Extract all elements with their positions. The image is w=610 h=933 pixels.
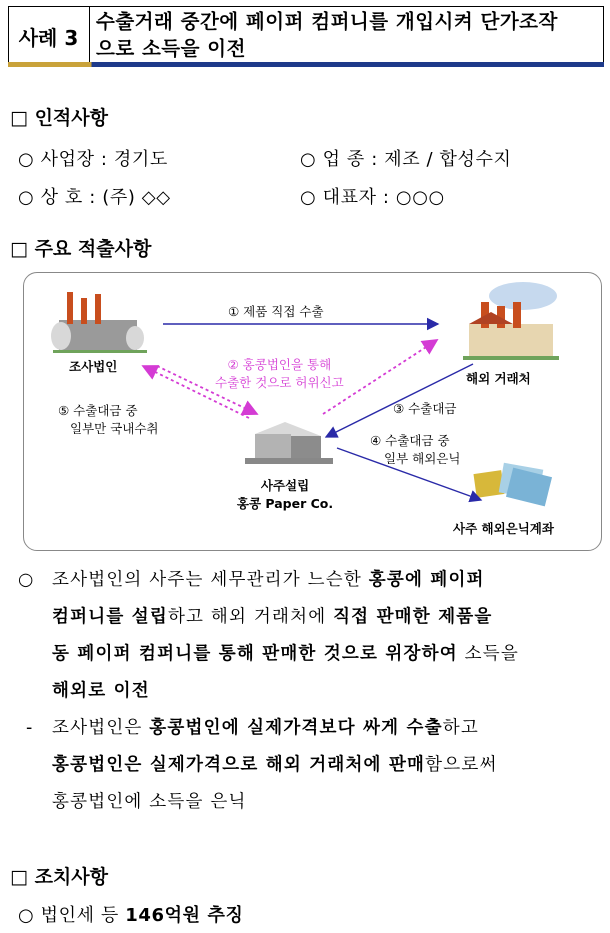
p1-line2	[52, 599, 604, 636]
node-client: 해외 거래처	[466, 371, 531, 386]
p1-line4	[52, 673, 604, 710]
paragraph-2	[52, 710, 604, 821]
p1-l2-bold2: 직접 판매한 제품을	[333, 607, 493, 627]
p1-l2-bold: 컴퍼니를 설립	[52, 607, 168, 627]
client-factory-icon	[463, 282, 559, 360]
p2-l2-bold: 홍콩법인은 실제가격으로 해외 거래처에 판매	[52, 755, 426, 775]
findings-heading: □ 주요 적출사항	[10, 238, 152, 260]
bank-account-icon	[473, 463, 552, 507]
action-heading: □ 조치사항	[10, 866, 108, 888]
case-tag: 사례 3	[8, 6, 90, 66]
case-title	[96, 8, 600, 62]
profile-heading: □ 인적사항	[10, 107, 108, 129]
company-name-label: ○ 상 호 : (주) ◇◇	[18, 187, 171, 208]
flow5-label	[58, 402, 159, 438]
node-company: 조사법인	[69, 359, 118, 374]
p2-l3-text: 홍콩법인에 소득을 은닉	[52, 792, 247, 812]
p2-l1-text2: 하고	[442, 718, 479, 738]
action-item-bold: 146억원 추징	[125, 905, 244, 926]
flow4-label-line1: ④ 수출대금 중	[370, 433, 450, 448]
node-account: 사주 해외은닉계좌	[453, 521, 554, 536]
flow2-label-line2: 수출한 것으로 허위신고	[215, 375, 344, 390]
p1-l2-text: 하고 해외 거래처에	[167, 607, 334, 627]
industry-label: ○ 업 종 : 제조 / 합성수지	[300, 149, 512, 170]
p1-line1	[52, 562, 604, 599]
p2-line1	[52, 710, 604, 747]
case-title-line2: 으로 소득을 이전	[96, 37, 246, 60]
ceo-label: ○ 대표자 : ○○○	[300, 187, 445, 208]
p1-l3-text: 소득을	[457, 644, 519, 664]
p1-line3	[52, 636, 604, 673]
p1-l1-bold: 홍콩에 페이퍼	[368, 570, 485, 590]
p1-l3-bold: 동 페이퍼 컴퍼니를 통해 판매한 것으로 위장하여	[52, 644, 458, 664]
flow2-label-line1: ② 홍콩법인을 통해	[227, 357, 332, 372]
flow1-label: ① 제품 직접 수출	[228, 304, 324, 319]
node-paper-line1: 사주설립	[260, 478, 310, 493]
header-accent-bar	[8, 62, 604, 67]
flow5-label-line1: ⑤ 수출대금 중	[58, 403, 138, 418]
paragraph-1	[52, 562, 604, 710]
flow5-label-line2: 일부만 국내수취	[70, 421, 159, 436]
p2-l2-text: 함으로써	[425, 755, 498, 775]
node-paper-line2: 홍콩 Paper Co.	[236, 496, 334, 511]
flow2-label	[215, 356, 344, 392]
p2-line2	[52, 747, 604, 784]
flow4-label-line2: 일부 해외은닉	[384, 451, 461, 466]
action-item	[18, 901, 243, 927]
action-item-text: ○ 법인세 등	[18, 905, 126, 926]
node-paper-co	[233, 476, 337, 512]
p1-l1-text: 조사법인의 사주는 세무관리가 느슨한	[52, 570, 369, 590]
p1-bullet: ○	[18, 570, 35, 590]
p1-l4-bold: 해외로 이전	[52, 681, 150, 701]
flow4-label	[370, 432, 460, 468]
building-icon	[245, 422, 333, 464]
p2-l1-bold: 홍콩법인에 실제가격보다 싸게 수출	[149, 718, 443, 738]
p2-bullet: -	[26, 718, 34, 738]
case-title-line1: 수출거래 중간에 페이퍼 컴퍼니를 개입시켜 단가조작	[96, 10, 558, 33]
factory-icon	[51, 292, 147, 353]
site-label: ○ 사업장 : 경기도	[18, 149, 168, 170]
p2-l1-text: 조사법인은	[52, 718, 150, 738]
flow3-label: ③ 수출대금	[393, 401, 457, 416]
p2-line3	[52, 784, 604, 821]
